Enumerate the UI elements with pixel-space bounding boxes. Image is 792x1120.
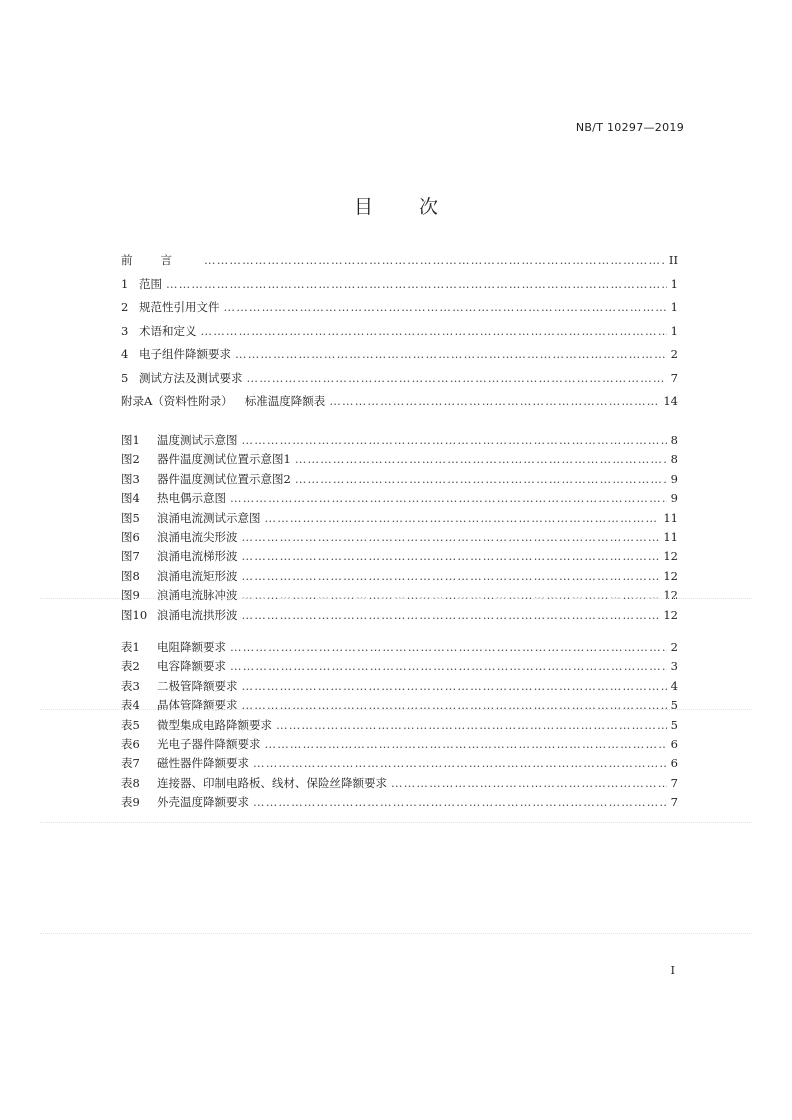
dot-leader	[242, 433, 667, 447]
toc-entry[interactable]	[121, 299, 678, 323]
entry-title	[121, 607, 238, 623]
scan-artifact-line	[40, 933, 752, 934]
entry-number: 附录A（资料性附录）	[121, 394, 233, 408]
entry-label: 器件温度测试位置示意图2	[157, 471, 291, 486]
toc-table-entry[interactable]	[121, 755, 678, 774]
entry-number: 表6	[121, 736, 140, 751]
entry-title	[121, 451, 291, 467]
scan-artifact-line	[40, 822, 752, 823]
entry-number: 表2	[121, 659, 140, 674]
entry-page-number: 5	[670, 717, 678, 732]
entry-page-number: 12	[663, 568, 678, 583]
entry-number: 图7	[121, 549, 140, 564]
toc-table-entry[interactable]	[121, 697, 678, 716]
entry-label: 电容降额要求	[157, 659, 226, 674]
toc-figure-entry[interactable]	[121, 471, 678, 490]
toc-table-entry[interactable]	[121, 678, 678, 697]
toc-entry[interactable]	[121, 252, 678, 276]
toc-figure-entry[interactable]	[121, 529, 678, 548]
dot-leader	[295, 472, 667, 486]
entry-title	[121, 736, 261, 752]
dot-leader	[230, 491, 667, 505]
entry-title	[121, 299, 220, 315]
entry-label: 电阻降额要求	[157, 640, 226, 654]
toc-figure-entry[interactable]	[121, 587, 678, 606]
entry-title	[121, 490, 226, 506]
entry-number: 1	[121, 276, 129, 291]
entry-number: 表5	[121, 717, 140, 732]
entry-label: 二极管降额要求	[157, 678, 238, 693]
entry-title	[121, 755, 249, 771]
entry-label: 外壳温度降额要求	[157, 795, 249, 810]
entry-number: 5	[121, 370, 129, 385]
dot-leader	[329, 394, 659, 408]
entry-title	[121, 587, 238, 603]
entry-page-number: 6	[670, 756, 678, 771]
entry-label: 浪涌电流脉冲波	[157, 588, 238, 603]
dot-leader	[265, 511, 660, 525]
page-title: 目 次	[353, 196, 459, 218]
entry-title	[121, 471, 291, 487]
entry-title	[121, 323, 197, 339]
entry-page-number: 9	[670, 471, 678, 486]
entry-number: 图5	[121, 510, 140, 525]
entry-page-number: 8	[670, 433, 678, 447]
dot-leader	[242, 588, 660, 602]
entry-label: 微型集成电路降额要求	[157, 717, 272, 732]
entry-page-number: 8	[670, 452, 678, 467]
entry-label: 范围	[139, 276, 162, 291]
entry-label: 标准温度降额表	[244, 394, 326, 408]
page-number: I	[670, 964, 675, 977]
dot-leader	[235, 347, 667, 361]
entry-page-number: 12	[663, 588, 678, 603]
entry-label: 热电偶示意图	[157, 491, 226, 506]
entry-number: 图1	[121, 433, 140, 447]
entry-page-number: 2	[670, 640, 678, 654]
toc-figure-entry[interactable]	[121, 568, 678, 587]
dot-leader	[201, 324, 667, 338]
toc-entry[interactable]	[121, 276, 678, 300]
entry-title	[121, 370, 243, 386]
entry-label: 测试方法及测试要求	[139, 370, 243, 385]
entry-page-number: 9	[670, 491, 678, 506]
entry-number: 图10	[121, 607, 148, 622]
entry-label: 规范性引用文件	[139, 300, 220, 314]
entry-title	[121, 775, 387, 791]
entry-title	[121, 393, 325, 409]
entry-title	[121, 639, 226, 655]
entry-label: 温度测试示意图	[157, 433, 238, 447]
dot-leader	[204, 253, 665, 267]
toc-table-entry[interactable]	[121, 639, 678, 658]
dot-leader	[242, 608, 660, 622]
entry-title	[121, 548, 238, 564]
entry-page-number: 1	[670, 323, 678, 338]
toc-main-section	[121, 252, 678, 417]
dot-leader	[166, 277, 667, 291]
toc-table-entry[interactable]	[121, 736, 678, 755]
entry-page-number: 12	[663, 607, 678, 622]
entry-number: 表4	[121, 698, 140, 713]
entry-number: 图4	[121, 491, 140, 506]
dot-leader	[276, 718, 667, 732]
toc-figure-entry[interactable]	[121, 607, 678, 626]
dot-leader	[247, 371, 667, 385]
entry-title	[121, 697, 238, 713]
entry-title	[121, 346, 231, 362]
toc-figure-entry[interactable]	[121, 510, 678, 529]
entry-label: 浪涌电流测试示意图	[157, 510, 261, 525]
entry-number: 4	[121, 347, 129, 361]
dot-leader	[230, 640, 667, 654]
entry-title	[121, 658, 226, 674]
entry-number: 图3	[121, 471, 140, 486]
entry-number: 表9	[121, 795, 140, 810]
entry-number: 图9	[121, 588, 140, 603]
entry-page-number: 12	[663, 549, 678, 564]
entry-title	[121, 794, 249, 810]
entry-title	[121, 568, 238, 584]
dot-leader	[224, 300, 667, 314]
toc-figure-entry[interactable]	[121, 451, 678, 470]
entry-page-number: 1	[670, 300, 678, 314]
dot-leader	[295, 452, 667, 466]
entry-page-number: 2	[670, 347, 678, 361]
entry-page-number: II	[668, 253, 678, 267]
entry-number: 表3	[121, 678, 140, 693]
dot-leader	[391, 776, 667, 790]
toc-figure-entry[interactable]	[121, 490, 678, 509]
standard-code: NB/T 10297—2019	[575, 121, 684, 134]
entry-title	[121, 252, 200, 268]
dot-leader	[253, 795, 667, 809]
entry-number: 图6	[121, 529, 140, 544]
entry-label: 浪涌电流梯形波	[157, 549, 238, 564]
entry-title	[121, 717, 272, 733]
toc-table-entry[interactable]	[121, 658, 678, 677]
toc-entry[interactable]	[121, 323, 678, 347]
entry-label: 前言	[121, 253, 200, 267]
entry-label: 浪涌电流拱形波	[157, 607, 238, 622]
entry-number: 表7	[121, 756, 140, 771]
entry-number: 表1	[121, 640, 140, 654]
entry-label: 电子组件降额要求	[139, 347, 231, 361]
entry-label: 晶体管降额要求	[157, 698, 238, 713]
toc-figure-entry[interactable]	[121, 432, 678, 451]
entry-title	[121, 510, 261, 526]
toc-table-entry[interactable]	[121, 717, 678, 736]
entry-page-number: 11	[663, 529, 678, 544]
entry-title	[121, 276, 162, 292]
dot-leader	[242, 530, 660, 544]
dot-leader	[230, 659, 667, 673]
dot-leader	[242, 679, 667, 693]
entry-title	[121, 529, 238, 545]
entry-title	[121, 432, 238, 448]
entry-page-number: 7	[670, 775, 678, 790]
entry-label: 连接器、印制电路板、线材、保险丝降额要求	[157, 775, 387, 790]
entry-number: 2	[121, 300, 129, 314]
entry-page-number: 14	[663, 394, 678, 408]
toc-table-entry[interactable]	[121, 775, 678, 794]
entry-label: 浪涌电流矩形波	[157, 568, 238, 583]
dot-leader	[253, 756, 667, 770]
scan-artifact-line	[40, 709, 752, 710]
toc-figures-section	[121, 432, 678, 626]
entry-page-number: 3	[670, 659, 678, 674]
entry-number: 图8	[121, 568, 140, 583]
entry-number: 3	[121, 323, 129, 338]
toc-table-entry[interactable]	[121, 794, 678, 813]
entry-page-number: 11	[663, 510, 678, 525]
entry-page-number: 6	[670, 736, 678, 751]
entry-page-number: 7	[670, 795, 678, 810]
entry-number: 表8	[121, 775, 140, 790]
dot-leader	[242, 569, 660, 583]
entry-number: 图2	[121, 452, 140, 467]
entry-label: 磁性器件降额要求	[157, 756, 249, 771]
toc-entry[interactable]	[121, 393, 678, 417]
entry-label: 器件温度测试位置示意图1	[157, 452, 291, 467]
scan-artifact-line	[40, 598, 752, 599]
dot-leader	[242, 549, 660, 563]
entry-title	[121, 678, 238, 694]
entry-page-number: 4	[670, 678, 678, 693]
toc-entry[interactable]	[121, 370, 678, 394]
entry-label: 术语和定义	[139, 323, 197, 338]
entry-page-number: 5	[670, 698, 678, 713]
toc-figure-entry[interactable]	[121, 548, 678, 567]
entry-label: 浪涌电流尖形波	[157, 529, 238, 544]
toc-tables-section	[121, 639, 678, 814]
entry-page-number: 1	[670, 276, 678, 291]
dot-leader	[265, 737, 667, 751]
dot-leader	[242, 698, 667, 712]
toc-entry[interactable]	[121, 346, 678, 370]
entry-label: 光电子器件降额要求	[157, 736, 261, 751]
entry-page-number: 7	[670, 370, 678, 385]
